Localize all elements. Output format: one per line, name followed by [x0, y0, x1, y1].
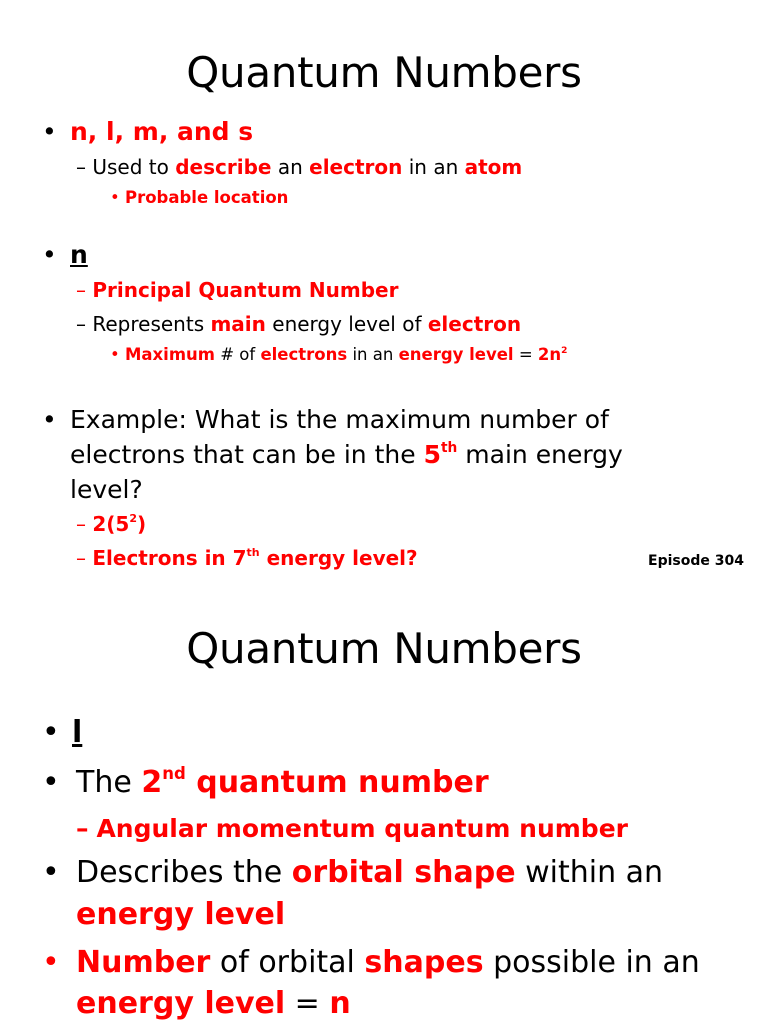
text: th	[246, 546, 260, 560]
text: Electrons in 7	[92, 546, 247, 570]
bullet-1-subitem	[76, 155, 522, 179]
text: main energy	[457, 440, 623, 469]
bullet-2-text	[70, 240, 88, 269]
bullet-number-line-1	[76, 945, 700, 980]
bullet-1-subsubitem	[110, 188, 288, 207]
text: n	[70, 240, 88, 269]
text: possible in an	[483, 945, 700, 980]
text: in an	[402, 155, 465, 179]
text: # of	[214, 345, 261, 364]
bullet-number-line-2	[76, 986, 351, 1021]
text: 2	[561, 345, 568, 356]
text: shapes	[364, 945, 484, 980]
text: Principal Quantum Number	[92, 278, 399, 302]
text: of orbital	[210, 945, 365, 980]
bullet-1: •	[42, 117, 57, 146]
text: nd	[162, 763, 186, 783]
text: atom	[464, 155, 523, 179]
text: 2(5	[92, 512, 130, 536]
text: energy level?	[259, 546, 418, 570]
text: l	[72, 715, 83, 750]
bullet-2: •	[42, 240, 57, 269]
bullet-2nd: •	[42, 765, 60, 800]
text: main	[210, 312, 266, 336]
text: energy level of	[265, 312, 428, 336]
text: electrons that can be in the	[70, 440, 424, 469]
text: orbital shape	[291, 855, 516, 890]
episode-label: Episode 304	[648, 553, 744, 569]
text: quantum number	[185, 765, 489, 800]
text: describe	[175, 155, 272, 179]
bullet-2-subitem-1	[76, 278, 398, 302]
text: Probable location	[124, 188, 289, 207]
bullet: •	[110, 188, 120, 207]
bullet-number: •	[42, 945, 60, 980]
text: electron	[427, 312, 522, 336]
text: energy level	[76, 986, 286, 1021]
text: Angular momentum quantum number	[96, 814, 628, 843]
quantum-letters: n, l, m, and s	[70, 117, 254, 146]
text: within an	[515, 855, 664, 890]
text: 2	[141, 765, 163, 800]
text: =	[285, 986, 330, 1021]
bullet-describes: •	[42, 855, 60, 890]
bullet-3-subitem-2	[76, 546, 418, 570]
text: th	[440, 440, 458, 456]
text: Describes the	[76, 855, 292, 890]
text: Maximum	[124, 345, 215, 364]
text: The	[76, 765, 142, 800]
bullet-2nd-text	[76, 765, 489, 800]
text: =	[513, 345, 538, 364]
slide-1-title: Quantum Numbers	[186, 48, 582, 97]
text: an	[271, 155, 310, 179]
dash: –	[76, 546, 86, 570]
bullet-describes-line-2	[76, 897, 285, 932]
text: n	[329, 986, 351, 1021]
dash: –	[76, 278, 86, 302]
text: Represents	[92, 312, 211, 336]
text: in an	[347, 345, 399, 364]
bullet-3-line-1: Example: What is the maximum number of	[70, 405, 609, 434]
bullet-2-subitem-2	[76, 312, 521, 336]
bullet-2nd-subitem	[76, 814, 628, 843]
dash: –	[76, 814, 89, 843]
slide-2-title: Quantum Numbers	[186, 624, 582, 673]
bullet-describes-line-1	[76, 855, 663, 890]
dash: –	[76, 312, 86, 336]
text: 2n	[537, 345, 562, 364]
bullet-1-text	[70, 117, 253, 146]
bullet-3-line-2	[70, 440, 623, 469]
text: electron	[309, 155, 403, 179]
bullet-l: •	[42, 715, 60, 750]
bullet: •	[110, 345, 120, 364]
bullet-2-subsubitem	[110, 345, 567, 364]
bullet-l-text	[72, 715, 82, 750]
dash: –	[76, 155, 86, 179]
text: energy level	[76, 897, 286, 932]
bullet-3: •	[42, 405, 57, 434]
text: electrons	[260, 345, 348, 364]
dash: –	[76, 512, 86, 536]
text: 5	[423, 440, 441, 469]
text: Number	[76, 945, 211, 980]
bullet-3-line-3: level?	[70, 475, 143, 504]
text: )	[137, 512, 147, 536]
bullet-3-subitem-1	[76, 512, 146, 536]
text: energy level	[398, 345, 514, 364]
text: Used to	[92, 155, 176, 179]
text: 2	[129, 512, 137, 526]
